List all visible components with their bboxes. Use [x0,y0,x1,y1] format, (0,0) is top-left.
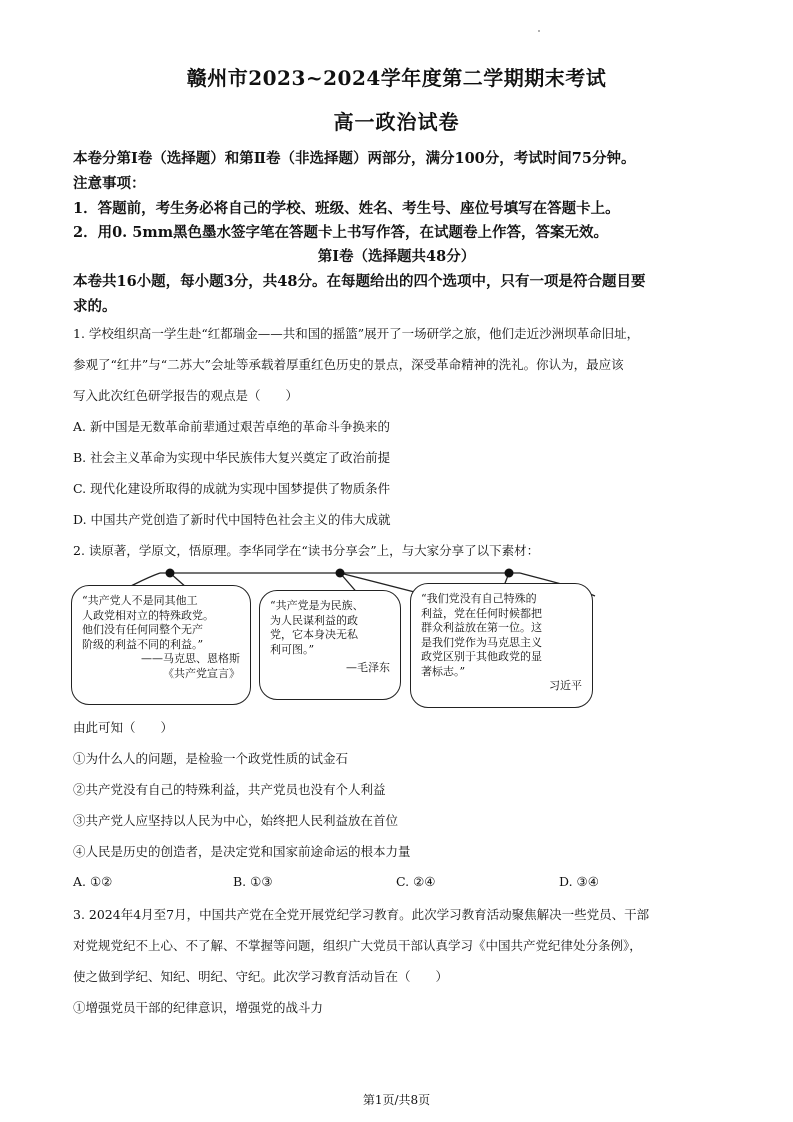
intro-notice-1: 1．答题前，考生务必将自己的学校、班级、姓名、考生号、座位号填写在答题卡上。 [73,200,620,217]
q3-stem-2: 对党规党纪不上心、不了解、不掌握等问题，组织广大党员干部认真学习《中国共产党纪律处分条例》， [73,938,642,953]
q1-option-c: C. 现代化建设所取得的成就为实现中国梦提供了物质条件 [73,481,391,496]
q3-stem-3: 使之做到学纪、知纪、明纪、守纪。此次学习教育活动旨在（ ） [73,969,449,984]
q2-statement-4: ④人民是历史的创造者，是决定党和国家前途命运的根本力量 [73,844,411,859]
q2-follow: 由此可知（ ） [73,720,174,735]
intro-notice-heading: 注意事项： [73,175,146,192]
q2-statement-1: ①为什么人的问题，是检验一个政党性质的试金石 [73,751,349,766]
section-1-desc-2: 求的。 [73,298,117,315]
q2-quote-bubble-mao [259,590,401,700]
scan-speck [538,30,540,32]
q2-author-marx: ——马克思、恩格斯 《共产党宣言》 [141,652,240,680]
exam-subtitle: 高一政治试卷 [333,110,460,134]
q1-stem-1: 1. 学校组织高一学生赴“红都瑞金——共和国的摇篮”展开了一场研学之旅，他们走近沙洲坝革命旧址， [73,326,640,341]
section-1-desc-1: 本卷共16小题，每小题3分，共48分。在每题给出的四个选项中，只有一项是符合题目要 [73,273,646,290]
q2-quote-bubble-xi [410,583,593,708]
q1-stem-2: 参观了“红井”与“二苏大”会址等承载着厚重红色历史的景点，深受革命精神的洗礼。你认为，最应该 [73,357,624,372]
q2-quote-bubble-marx [71,585,251,705]
exam-title: 赣州市2023~2024学年度第二学期期末考试 [186,66,607,90]
q1-option-b: B. 社会主义革命为实现中华民族伟大复兴奠定了政治前提 [73,450,391,465]
q2-option-a: A. ①② [73,874,113,889]
section-1-heading: 第Ⅰ卷（选择题共48分） [317,248,476,265]
q2-option-d: D. ③④ [559,874,599,889]
q2-statement-3: ③共产党人应坚持以人民为中心，始终把人民利益放在首位 [73,813,399,828]
q2-connector-dot-1 [166,569,175,578]
q2-option-b: B. ①③ [233,874,273,889]
q1-option-d: D. 中国共产党创造了新时代中国特色社会主义的伟大成就 [73,512,391,527]
q2-author-mao: —毛泽东 [346,661,390,674]
q1-option-a: A. 新中国是无数革命前辈通过艰苦卓绝的革命斗争换来的 [73,419,390,434]
q2-quote-mao: “共产党是为民族、 为人民谋利益的政 党，它本身决无私 利可图。” [270,599,364,656]
q2-author-xi: 习近平 [549,679,582,692]
q2-quote-xi: “我们党没有自己特殊的 利益，党在任何时候都把 群众利益放在第一位。这 是我们党作为马克思主义 政党区别于其他政党的显 著标志。” [421,592,542,678]
q2-quote-marx: “共产党人不是同其他工 人政党相对立的特殊政党。 他们没有任何同整个无产 阶级的利益不同的利益。” [82,594,214,651]
page-number: 第1页/共8页 [362,1093,431,1107]
q1-stem-3: 写入此次红色研学报告的观点是（ ） [73,388,299,403]
q2-connector-dot-2 [336,569,345,578]
q3-statement-1: ①增强党员干部的纪律意识，增强党的战斗力 [73,1000,324,1015]
q2-stem: 2. 读原著，学原文，悟原理。李华同学在“读书分享会”上，与大家分享了以下素材： [73,543,540,558]
q2-option-c: C. ②④ [396,874,436,889]
intro-line-1: 本卷分第Ⅰ卷（选择题）和第Ⅱ卷（非选择题）两部分，满分100分，考试时间75分钟。 [73,150,636,167]
q3-stem-1: 3. 2024年4月至7月，中国共产党在全党开展党纪学习教育。此次学习教育活动聚焦解决一些党员、干部 [73,907,650,922]
q2-statement-2: ②共产党没有自己的特殊利益，共产党员也没有个人利益 [73,782,386,797]
q2-connector-dot-3 [505,569,514,578]
intro-notice-2: 2．用0. 5mm黑色墨水签字笔在答题卡上书写作答，在试题卷上作答，答案无效。 [73,224,609,241]
